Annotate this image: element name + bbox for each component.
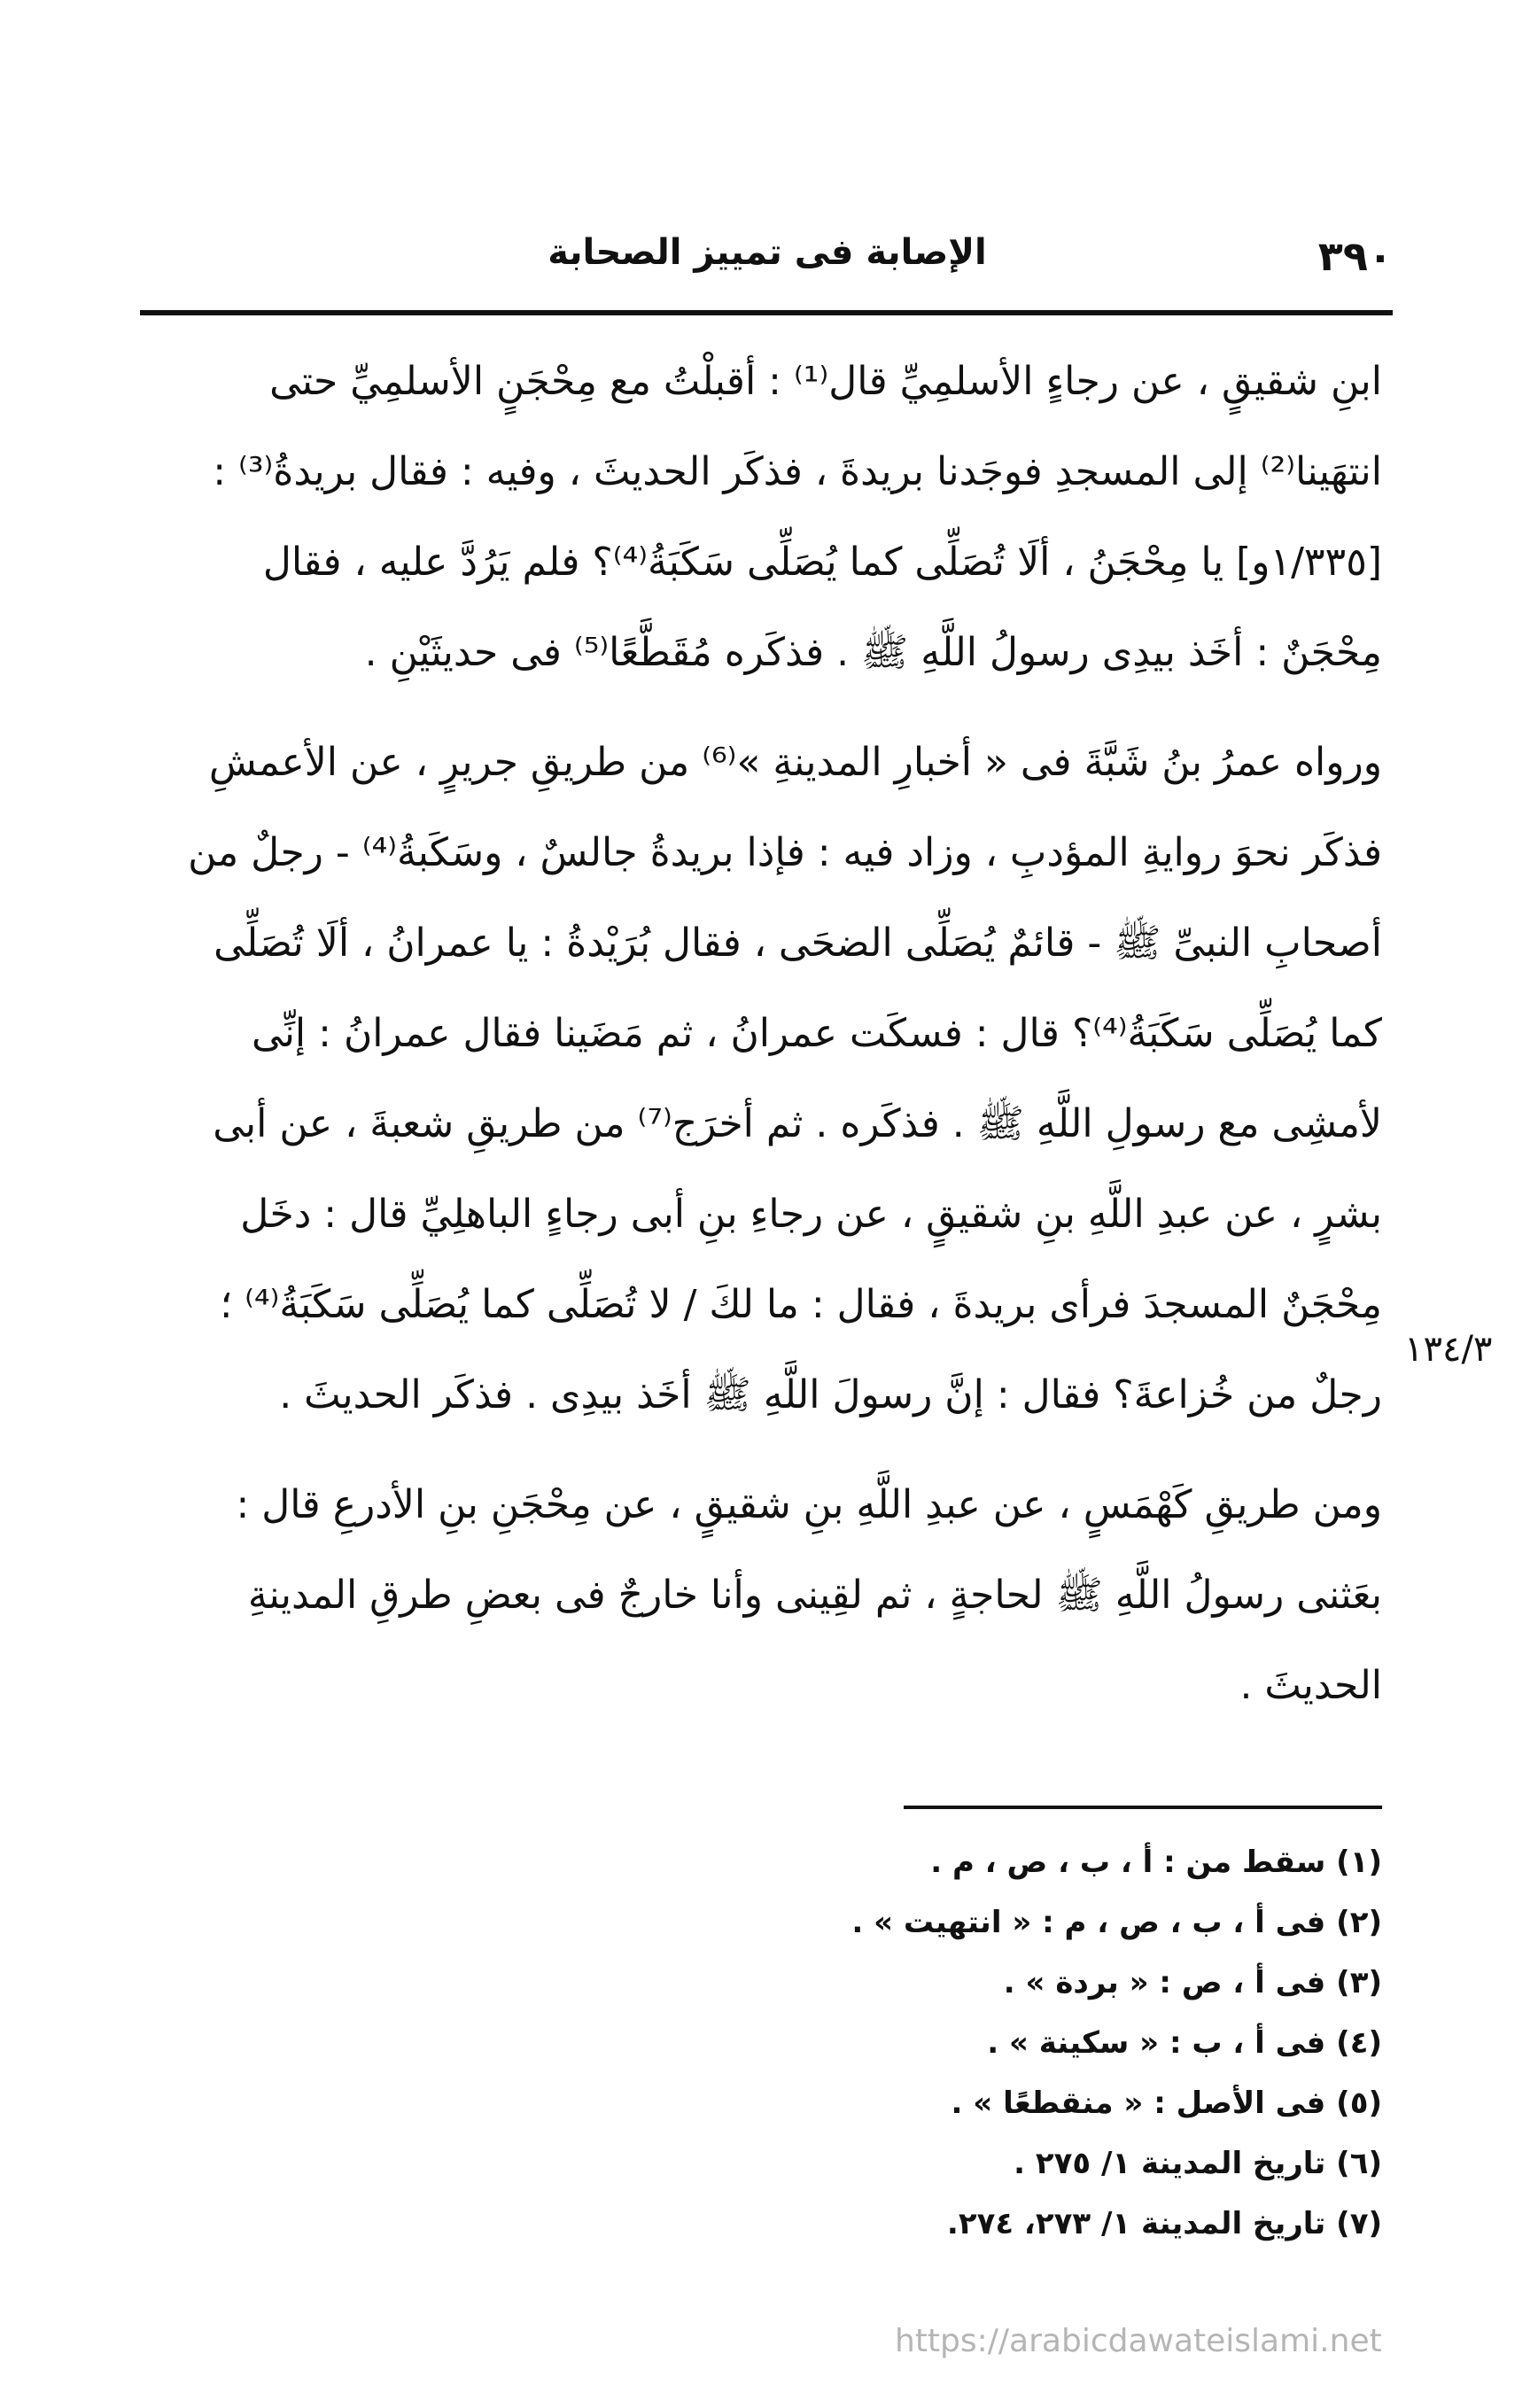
footnote: (٦) تاريخ المدينة ١/ ٢٧٥ . xyxy=(1014,2146,1382,2181)
text-line: ورواه عمرُ بنُ شَبَّةَ فى « أخبارِ المدينةِ »⁽⁶⁾ من طريقِ جريرٍ ، عن الأعمشِ xyxy=(208,740,1382,785)
page-header xyxy=(142,232,1393,285)
margin-volume-reference: ١٣٤/٣ xyxy=(1404,1329,1493,1370)
footnote-divider xyxy=(904,1806,1382,1809)
running-title: الإصابة فى تمييز الصحابة xyxy=(548,232,987,273)
text-line: ومن طريقِ كَهْمَسٍ ، عن عبدِ اللَّهِ بنِ شقيقٍ ، عن مِحْجَنِ بنِ الأدرعِ قال : xyxy=(236,1482,1382,1527)
watermark-url: https://arabicdawateislami.net xyxy=(895,2323,1382,2359)
text-line: مِحْجَنٌ المسجدَ فرأى بريدةَ ، فقال : ما لكَ / لا تُصَلِّى كما يُصَلِّى سَكَبَةُ⁽⁴⁾ ؛ xyxy=(220,1282,1382,1327)
text-line: [١/٣٣٥و] يا مِحْجَنُ ، ألَا تُصَلِّى كما يُصَلِّى سَكَبَةُ⁽⁴⁾؟ فلم يَرُدَّ عليه ، فقال xyxy=(262,540,1382,585)
footnote: (٢) فى أ ، ب ، ص ، م : « انتهيت » . xyxy=(851,1905,1382,1940)
text-line: انتهَينا⁽²⁾ إلى المسجدِ فوجَدنا بريدةَ ، فذكَر الحديثَ ، وفيه : فقال بريدةُ⁽³⁾ : xyxy=(213,449,1382,494)
text-line: الحديثَ . xyxy=(1239,1663,1382,1708)
text-line: فذكَر نحوَ روايةِ المؤدبِ ، وزاد فيه : فإذا بريدةُ جالسٌ ، وسَكَبةُ⁽⁴⁾ - رجلٌ من xyxy=(188,830,1382,875)
text-line: ابنِ شقيقٍ ، عن رجاءٍ الأسلمِيِّ قال⁽¹⁾ : أقبلْتُ مع مِحْجَنٍ الأسلمِيِّ حتى xyxy=(269,359,1382,404)
paragraph-2 xyxy=(142,718,1382,1441)
paragraph-1 xyxy=(142,337,1382,698)
page-number: ٣٩٠ xyxy=(1317,232,1393,280)
paragraph-3 xyxy=(142,1460,1382,1731)
header-divider xyxy=(140,310,1393,315)
footnote: (٧) تاريخ المدينة ١/ ٢٧٣، ٢٧٤. xyxy=(946,2206,1382,2241)
text-line: لأمشِى مع رسولِ اللَّهِ ﷺ . فذكَره . ثم أخرَج⁽⁷⁾ من طريقِ شعبةَ ، عن أبى xyxy=(213,1101,1382,1146)
text-line: أصحابِ النبىِّ ﷺ - قائمٌ يُصَلِّى الضحَى ، فقال بُرَيْدةُ : يا عمرانُ ، ألَا تُصَلِّى xyxy=(214,920,1382,966)
main-text xyxy=(142,337,1382,1731)
footnotes xyxy=(620,1832,1382,2254)
footnote: (٤) فى أ ، ب : « سكينة » . xyxy=(987,2025,1382,2061)
text-line: مِحْجَنٌ : أخَذ بيدِى رسولُ اللَّهِ ﷺ . فذكَره مُقَطَّعًا⁽⁵⁾ فى حديثَيْنِ . xyxy=(364,630,1382,675)
text-line: بشرٍ ، عن عبدِ اللَّهِ بنِ شقيقٍ ، عن رجاءِ بنِ أبى رجاءٍ الباهلِيِّ قال : دخَل xyxy=(240,1192,1382,1237)
footnote: (١) سقط من : أ ، ب ، ص ، م . xyxy=(930,1845,1382,1880)
footnote: (٣) فى أ ، ص : « بردة » . xyxy=(1003,1965,1382,2000)
footnote: (٥) فى الأصل : « منقطعًا » . xyxy=(951,2086,1382,2121)
text-line: كما يُصَلِّى سَكَبَةُ⁽⁴⁾؟ قال : فسكَت عمرانُ ، ثم مَضَينا فقال عمرانُ : إنِّى xyxy=(252,1011,1382,1056)
text-line: بعَثنى رسولُ اللَّهِ ﷺ لحاجةٍ ، ثم لقِينى وأنا خارجٌ فى بعضِ طرقِ المدينةِ xyxy=(247,1573,1382,1618)
text-line: رجلٌ من خُزاعةَ؟ فقال : إنَّ رسولَ اللَّهِ ﷺ أخَذ بيدِى . فذكَر الحديثَ . xyxy=(279,1372,1382,1418)
